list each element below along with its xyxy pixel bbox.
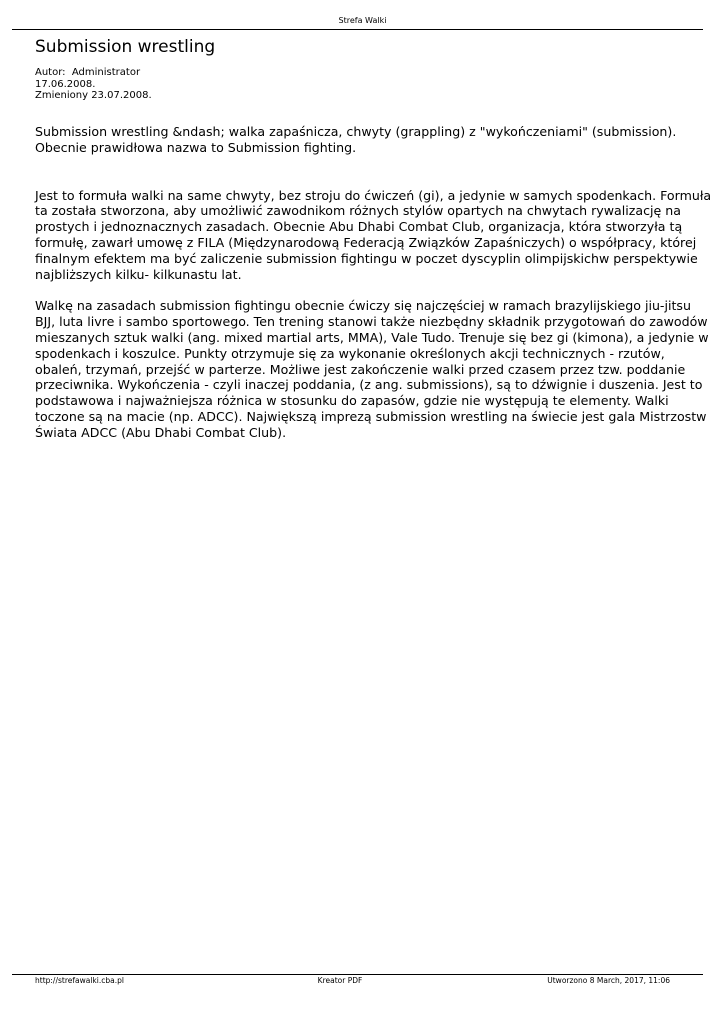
paragraph-formula: Jest to formuła walki na same chwyty, bez stroju do ćwiczeń (gi), a jedynie w samych spodenkach. Formuła ta została stworzona, aby umożliwić zawodnikom różnych stylów opartych na chwytach rywalizację na prostych i jednoznacznych zasadach. Obecnie Abu Dhabi Combat Club, organizacja, która stworzyła tą formułę, zawarł umowę z FILA (Międzynarodową Federacją Związków Zapaśniczych) o współpracy, której finalnym efektem ma być zaliczenie submission fightingu w poczet dyscyplin olimpijskichw perspektywie najbliższych kilku- kilkunastu lat. [35, 187, 712, 282]
article-meta [35, 67, 152, 102]
date-modified: Zmieniony 23.07.2008. [35, 90, 152, 101]
article-body [35, 124, 715, 441]
author-line: Autor: Administrator [35, 67, 141, 78]
date-created: 17.06.2008. [35, 78, 96, 90]
footer-divider [12, 974, 703, 975]
footer-created-date: Utworzono 8 March, 2017, 11:06 [547, 976, 670, 985]
footer-generator: Kreator PDF [317, 976, 363, 985]
header-site-name: Strefa Walki [338, 16, 387, 25]
paragraph-training: Walkę na zasadach submission fightingu obecnie ćwiczy się najczęściej w ramach brazylijskiego jiu-jitsu BJJ, luta livre i sambo sportowego. Ten trening stanowi także niezbędny składnik przygotowań do zawodów mieszanych sztuk walki (ang. mixed martial arts, MMA), Vale Tudo. Trenuje się bez gi (kimona), a jedynie w spodenkach i koszulce. Punkty otrzymuje się za wykonanie określonych akcji technicznych - rzutów, obaleń, trzymań, przejść w parterze. Możliwe jest zakończenie walki przed czasem przez tzw. poddanie przeciwnika. Wykończenia - czyli inaczej poddania, (z ang. submissions), są to dźwignie i duszenia. Jest to podstawowa i najważniejsza różnica w stosunku do zapasów, gdzie nie występują te elementy. Walki toczone są na macie (np. ADCC). Największą imprezą submission wrestling na świecie jest gala Mistrzostw Świata ADCC (Abu Dhabi Combat Club). [35, 298, 709, 440]
article-title: Submission wrestling [35, 37, 216, 57]
header-divider [12, 29, 703, 30]
paragraph-intro: Submission wrestling &ndash; walka zapaśnicza, chwyty (grappling) z "wykończeniami" (submission). Obecnie prawidłowa nazwa to Submission fighting. [35, 124, 677, 155]
footer-url-link[interactable]: http://strefawalki.cba.pl [35, 976, 124, 985]
